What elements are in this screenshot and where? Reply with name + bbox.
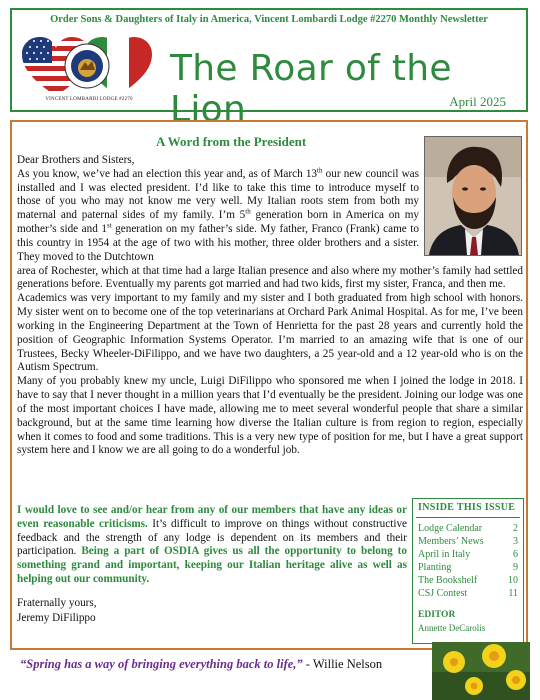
lodge-logo	[22, 36, 152, 98]
article-body	[17, 154, 523, 458]
logo-caption: VINCENT LOMBARDI LODGE #2270	[45, 97, 133, 102]
newsletter-title: The Roar of the Lion	[170, 48, 452, 130]
inside-this-issue-box	[412, 498, 524, 644]
signoff	[17, 596, 97, 625]
toc-item[interactable]: CSJ Contest 11	[418, 588, 518, 599]
toc-item[interactable]: Members’ News 3	[418, 536, 518, 547]
editor-label: EDITOR	[418, 610, 456, 620]
toc-item[interactable]: The Bookshelf 10	[418, 575, 518, 586]
paragraph-2: Academics was very important to my family and my sister and I both graduated from high school with honors. My sister went on to become one of the top veterinarians at Orchard Park Animal Hospital. As for me, I’ve been working in the Engineering Department at the Town of Henrietta for the past 28 years and currently hold the position of Geographic Information Systems Operator. I’m married to an amazing wife that is one of our Trustees, Becky Wheeler-DiFilippo, and we have two daughters, a 25 year-old and a 12 year-old who is on the Autism Spectrum.	[17, 292, 523, 374]
organization-line: Order Sons & Daughters of Italy in America, Vincent Lombardi Lodge #2270 Monthly Newsletter	[50, 14, 488, 25]
toc-item[interactable]: Lodge Calendar 2	[418, 523, 518, 534]
article-heading: A Word from the President	[156, 134, 307, 149]
closing-line: Fraternally yours,	[17, 597, 97, 609]
issue-date: April 2025	[449, 94, 506, 109]
editor-name: Annette DeCarolis	[418, 623, 486, 633]
inside-title: INSIDE THIS ISSUE	[418, 502, 516, 513]
president-article	[10, 120, 528, 650]
toc-item[interactable]: Planting 9	[418, 562, 518, 573]
footer-quote: “Spring has a way of bringing everything back to life,” - Willie Nelson	[20, 657, 383, 671]
paragraph-1: As you know, we’ve had an election this year and, as of March 13th our new council was installed and I was elected president. I’d like to take this time to introduce myself to those of you who may not know me very well. My Italian roots stem from both my maternal and paternal sides of my family. I’m 5th generation born in America on my mother’s side and 1st generation on my father’s side. My father, Franco (Frank) came to this country in 1954 at the age of two with his mother, three older brothers and a sister. They moved to the Dutchtown	[17, 166, 419, 263]
toc-list	[418, 522, 518, 600]
toc-item[interactable]: April in Italy 6	[418, 549, 518, 560]
paragraph-1-continued: area of Rochester, which at that time had a large Italian presence and also where my mother’s family had settled generations before. Eventually my parents got married and had two kids, first my sister, Franca, and then me.	[17, 264, 523, 291]
salutation: Dear Brothers and Sisters,	[17, 154, 135, 166]
signature: Jeremy DiFilippo	[17, 611, 96, 624]
paragraph-4: I would love to see and/or hear from any of our members that have any ideas or even reasonable criticisms. It’s difficult to improve on things without constructive feedback and the strength of any lodge is dependent on its members and their participation. Being a part of OSDIA gives us all the opportunity to belong to something grand and important, keeping our Italian heritage alive as well as helping out our community.	[17, 504, 408, 586]
divider	[416, 517, 520, 518]
daffodil-image	[432, 642, 530, 700]
paragraph-3: Many of you probably knew my uncle, Luigi DiFilippo who sponsored me when I joined the lodge in 2018. I have to say that I never thought in a million years that I’d eventually be the president. Joining our lodge was one of the most important choices I have made, allowing me to meet several wonderful people that share a similar background, but at the same time learning how diverse the Italian culture is from region to region, especially when it comes to food and some traditions. This is a very new type of position for me, but I have a great support system here and I know we are all going to do a wonderful job.	[17, 375, 523, 457]
masthead	[10, 8, 528, 130]
